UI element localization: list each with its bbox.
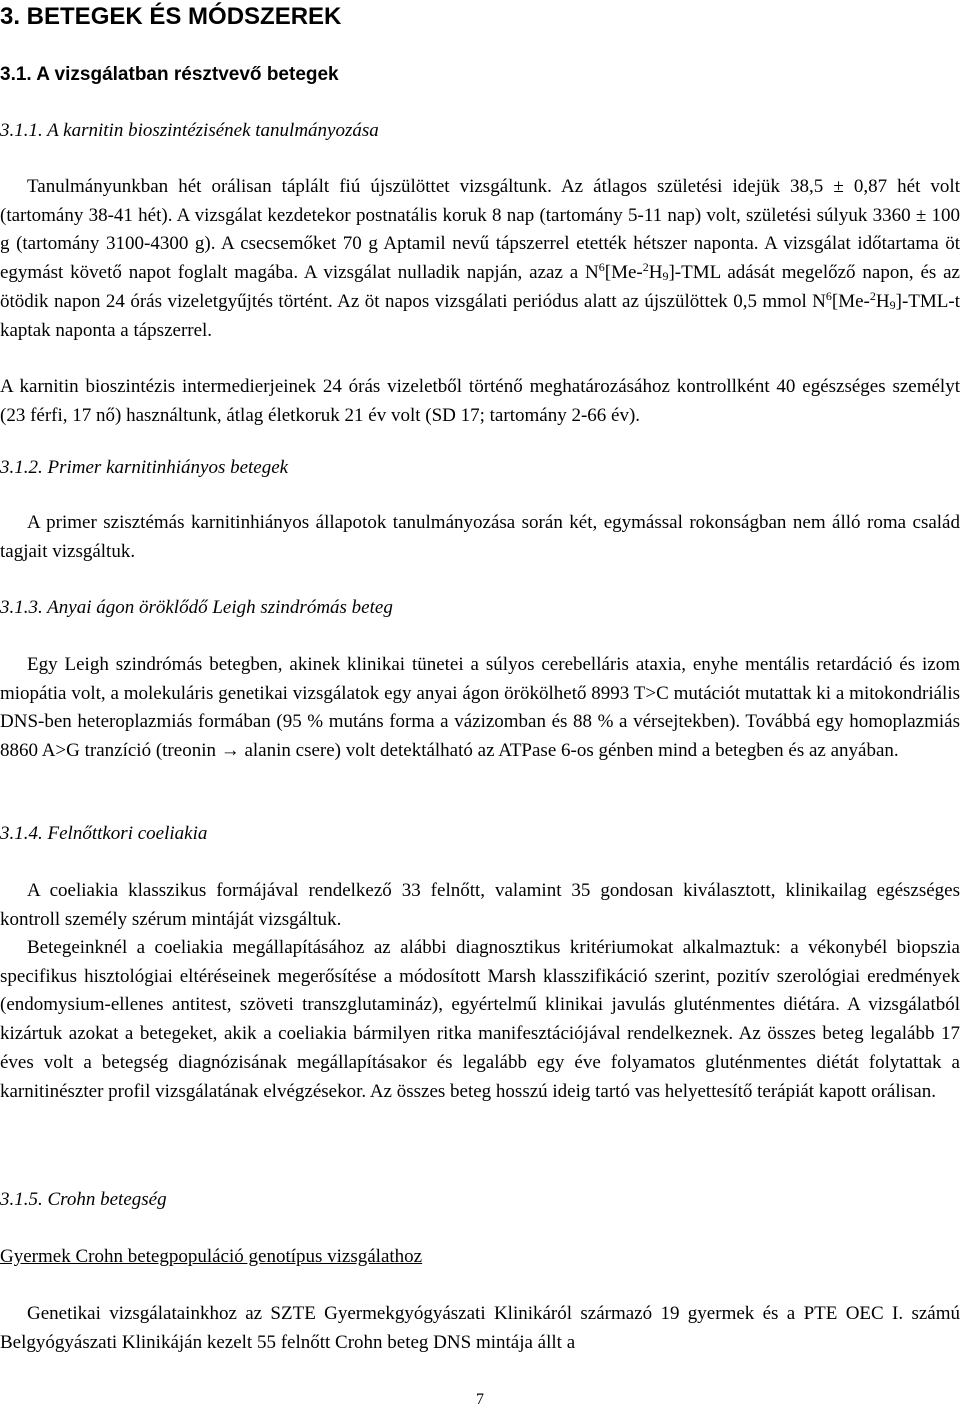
superscript: 2 — [869, 288, 876, 303]
text-segment: [Me- — [604, 262, 643, 284]
paragraph-3-1-3: Egy Leigh szindrómás betegben, akinek klinikai tünetei a súlyos cerebelláris ataxia, enyhe mentális retardáció és izom miopátia volt, a molekuláris genetikai vizsgálatok egy anyai ágon örökölhető 8993 T>C mutációt mutattak ki a mitokondriális DNS-ben heteroplazmiás formában (95 % mutáns forma a vázizomban és 88 % a vérsejtekben). Továbbá egy homoplazmiás 8860 A>G tranzíció (treonin → alanin csere) volt detektálható az ATPase 6-os génben mind a betegben és az anyában. — [0, 654, 960, 762]
heading-3-1-3: 3.1.3. Anyai ágon öröklődő Leigh szindrómás beteg — [0, 597, 393, 618]
underlined-subheading: Gyermek Crohn betegpopuláció genotípus vizsgálathoz — [0, 1246, 423, 1267]
page-number: 7 — [476, 1391, 484, 1408]
superscript: 2 — [642, 260, 649, 275]
subsection-title: 3.1. A vizsgálatban résztvevő betegek — [0, 64, 339, 85]
text-segment: ]-TML-t kaptak naponta a tápszerrel. — [0, 290, 960, 341]
superscript: 6 — [825, 288, 832, 303]
paragraph-3-1-2: A primer szisztémás karnitinhiányos állapotok tanulmányozása során két, egymással rokonságban nem álló roma család tagjait vizsgáltuk. — [0, 512, 960, 562]
paragraph-3-1-5: Genetikai vizsgálatainkhoz az SZTE Gyermekgyógyászati Klinikáról származó 19 gyermek és a PTE OEC I. számú Belgyógyászati Klinikáján kezelt 55 felnőtt Crohn beteg DNS mintája állt a — [0, 1303, 960, 1353]
text-segment: ]-TML adását megelőző napon, és az ötödik napon 24 órás vizeletgyűjtés történt. Az öt napos vizsgálati periódus alatt az újszülöttek 0,5 mmol N — [0, 262, 960, 312]
superscript: 6 — [598, 260, 605, 275]
text-segment: H — [648, 262, 663, 284]
paragraph-3-1-4-b: Betegeinknél a coeliakia megállapításához az alábbi diagnosztikus kritériumokat alkalmaztuk: a vékonybél biopszia specifikus hisztológiai eltéréseinek megerősítése a módosított Marsh klasszifikáció szerint, pozitív szerológiai eredmények (endomysium-ellenes antitest, szöveti transzglutamináz), egyértelmű klinikai javulás gluténmentes diétára. A vizsgálatból kizártuk azokat a betegeket, akik a coeliakia bármilyen ritka manifesztációjával rendelkeznek. Az összes beteg legalább 17 éves volt a betegség diagnózisának megállapításakor és legalább egy éve folyamatos gluténmentes diétát folytattak a karnitinészter profil vizsgálatának elvégzésekor. Az összes beteg hosszú ideig tartó vas helyettesítő terápiát kapott orálisan. — [0, 937, 960, 1102]
text-segment: H — [875, 290, 890, 312]
paragraph-3-1-4-a: A coeliakia klasszikus formájával rendelkező 33 felnőtt, valamint 35 gondosan kiválasztott, klinikailag egészséges kontroll személy szérum mintáját vizsgáltuk. — [0, 880, 960, 930]
heading-3-1-5: 3.1.5. Crohn betegség — [0, 1189, 167, 1210]
paragraph-3-1-1 — [0, 173, 960, 345]
text-segment: Tanulmányunkban hét orálisan táplált fiú újszülöttet vizsgáltunk. Az átlagos születési idejük 38,5 ± 0,87 hét volt (tartomány 38-41 hét). A vizsgálat kezdetekor postnatális koruk 8 nap (tartomány 5-11 nap) volt, születési súlyuk 3360 ± 100 g (tartomány 3100-4300 g). A csecsemőket 70 g Aptamil nevű tápszerrel etették hétszer naponta. A vizsgálat időtartama öt egymást követő napot foglalt magába. A vizsgálat nulladik napján, azaz a N — [0, 176, 960, 284]
heading-3-1-1: 3.1.1. A karnitin bioszintézisének tanulmányozása — [0, 120, 379, 141]
text-segment: [Me- — [831, 290, 870, 312]
subscript: 9 — [889, 297, 896, 312]
heading-3-1-4: 3.1.4. Felnőttkori coeliakia — [0, 823, 208, 844]
subscript: 9 — [662, 269, 669, 284]
section-title: 3. BETEGEK ÉS MÓDSZEREK — [0, 3, 342, 30]
heading-3-1-2: 3.1.2. Primer karnitinhiányos betegek — [0, 457, 289, 478]
paragraph-3-1-1-control: A karnitin bioszintézis intermedierjeinek 24 órás vizeletből történő meghatározásához kontrollként 40 egészséges személyt (23 férfi, 17 nő) használtunk, átlag életkoruk 21 év volt (SD 17; tartomány 2-66 év). — [0, 376, 960, 426]
